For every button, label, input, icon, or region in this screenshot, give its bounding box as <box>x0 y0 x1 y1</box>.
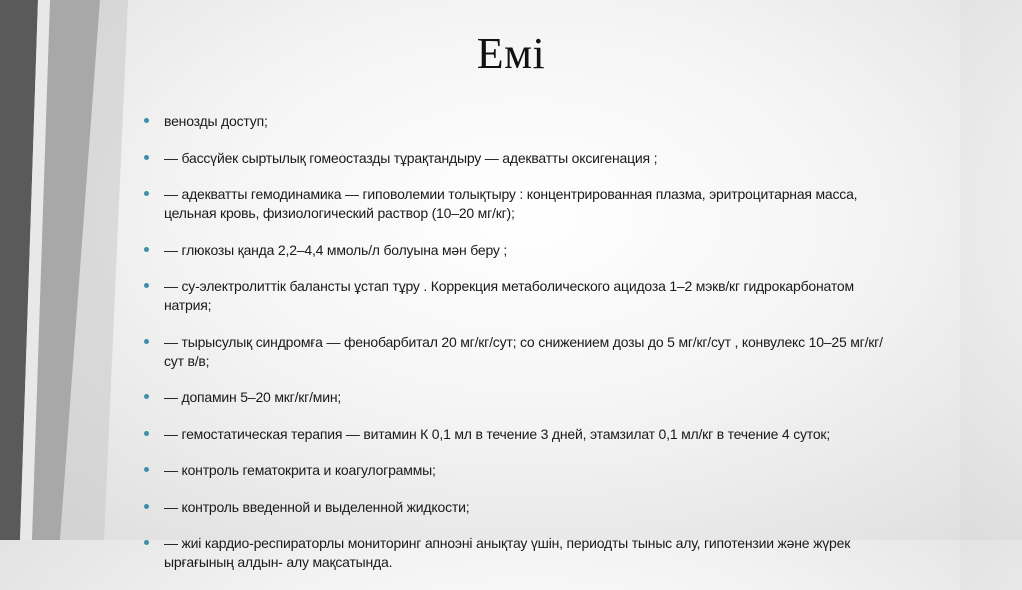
list-item <box>144 498 884 517</box>
list-item-text: — жиі кардио-респираторлы мониторинг апноэні анықтау үшін, периодты тыныс алу, гипотензии және жүрек ырғағының алдын- алу мақсатында. <box>164 535 851 570</box>
list-item-text: — контроль введенной и выделенной жидкости; <box>164 498 470 515</box>
bullet-dot-icon <box>144 394 149 399</box>
bullet-dot-icon <box>144 467 149 472</box>
list-item-text: венозды доступ; <box>164 113 268 129</box>
list-item <box>144 534 884 572</box>
bullet-dot-icon <box>144 283 149 288</box>
list-item <box>144 149 884 168</box>
bullet-list <box>144 112 884 590</box>
list-item-text: — гемостатическая терапия — витамин К 0,1 мл в течение 3 дней, этамзилат 0,1 мл/кг в течение 4 суток; <box>164 425 831 442</box>
bullet-dot-icon <box>144 339 149 344</box>
list-item-text: — адекватты гемодинамика — гиповолемии толықтыру : концентрированная плазма, эритроцитарная масса, цельная кровь, физиологический раствор (10–20 мг/кг); <box>164 186 858 221</box>
bullet-dot-icon <box>144 155 149 160</box>
bullet-dot-icon <box>144 247 149 252</box>
list-item-text: — допамин 5–20 мкг/кг/мин; <box>164 389 342 405</box>
list-item <box>144 388 884 407</box>
bullet-dot-icon <box>144 191 149 196</box>
bullet-dot-icon <box>144 118 149 123</box>
list-item-text: — глюкозы қанда 2,2–4,4 ммоль/л болуына мән беру ; <box>164 241 508 258</box>
list-item <box>144 425 884 444</box>
list-item-text: — бассүйек сыртылық гомеостазды тұрақтандыру — адекватты оксигенация ; <box>164 149 658 166</box>
list-item <box>144 333 884 371</box>
list-item <box>144 112 884 131</box>
list-item <box>144 277 884 315</box>
bullet-dot-icon <box>144 431 149 436</box>
list-item <box>144 461 884 480</box>
list-item-text: — контроль гематокрита и коагулограммы; <box>164 462 436 478</box>
list-item <box>144 241 884 260</box>
bullet-dot-icon <box>144 540 149 545</box>
slide-title: Емі <box>476 29 546 78</box>
list-item-text: — су-электролиттік балансты ұстап тұру . Коррекция метаболического ацидоза 1–2 мэкв/кг гидрокарбонатом натрия; <box>164 278 854 313</box>
list-item <box>144 185 884 223</box>
decorative-side-stripes <box>0 0 140 540</box>
bullet-dot-icon <box>144 504 149 509</box>
list-item-text: — тырысулық синдромға — фенобарбитал 20 мг/кг/сут; со снижением дозы до 5 мг/кг/сут , конвулекс 10–25 мг/кг/сут в/в; <box>164 333 883 369</box>
